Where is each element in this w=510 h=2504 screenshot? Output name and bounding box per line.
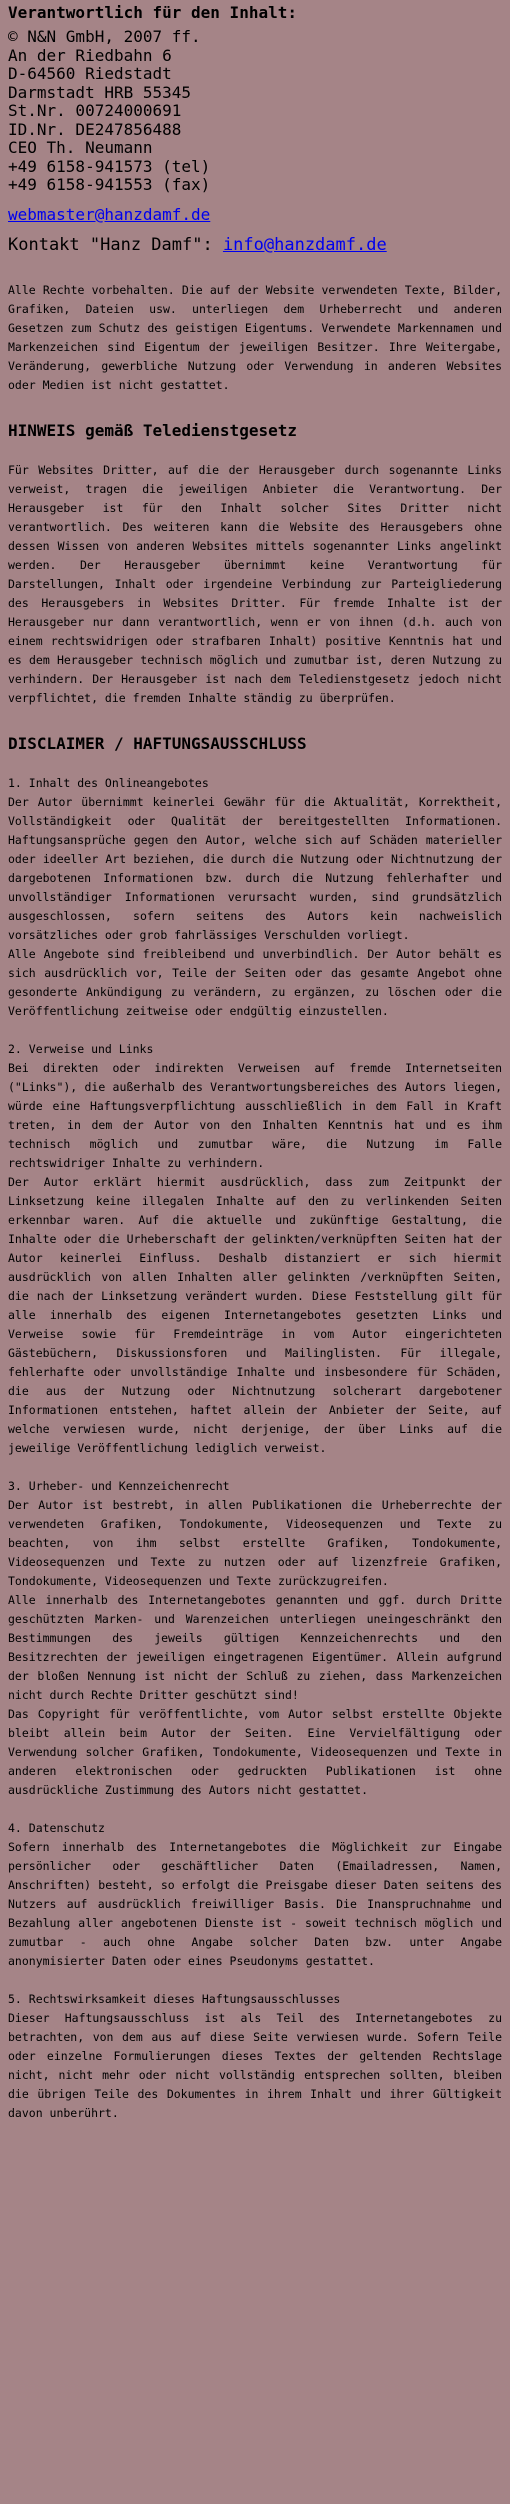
section-spacer [8, 1800, 502, 1819]
imprint-heading: Verantwortlich für den Inhalt: [8, 3, 297, 22]
disclaimer-heading: DISCLAIMER / HAFTUNGSAUSSCHLUSS [8, 733, 307, 753]
disclaimer-paragraph: Der Autor ist bestrebt, in allen Publikationen die Urheberrechte der verwendeten Grafiken, Tondokumente, Videosequenzen und Texte zu beachten, von ihm selbst erstellte Grafiken, Tondokumente, Videosequenzen und Texte zu nutzen oder auf lizenzfreie Grafiken, Tondokumente, Videosequenzen und Texte zurückzugreifen. [8, 1497, 502, 1588]
webmaster-email-link[interactable]: webmaster@hanzdamf.de [8, 204, 211, 224]
webmaster-line [8, 205, 502, 225]
disclaimer-paragraph: Bei direkten oder indirekten Verweisen auf fremde Internetseiten ("Links"), die außerhalb des Verantwortungsbereiches des Autors liegen, würde eine Haftungsverpflichtung ausschließlich in dem Fall in Kraft treten, in dem der Autor von den Inhalten Kenntnis hat und es ihm technisch möglich und zumutbar wäre, die Nutzung im Falle rechtswidriger Inhalte zu verhindern. [8, 1060, 502, 1170]
imprint-line-phone: +49 6158-941573 (tel) [8, 156, 211, 176]
disclaimer-paragraph: Sofern innerhalb des Internetangebotes die Möglichkeit zur Eingabe persönlicher oder geschäftlicher Daten (Emailadressen, Namen, Anschriften) besteht, so erfolgt die Preisgabe dieser Daten seitens des Nutzers auf ausdrücklich freiwilliger Basis. Die Inanspruchnahme und Bezahlung aller angebotenen Dienste ist - soweit technisch möglich und zumutbar - auch ohne Angabe solcher Daten bzw. unter Angabe anonymisierter Daten oder eines Pseudonyms gestattet. [8, 1839, 502, 1968]
disclaimer-paragraph: Alle Angebote sind freibleibend und unverbindlich. Der Autor behält es sich ausdrücklich vor, Teile der Seiten oder das gesamte Angebot ohne gesonderte Ankündigung zu verändern, zu ergänzen, zu löschen oder die Veröffentlichung zeitweise oder endgültig einzustellen. [8, 946, 502, 1018]
hinweis-paragraph: Für Websites Dritter, auf die der Herausgeber durch sogenannte Links verweist, tragen die jeweiligen Anbieter die Verantwortung. Der Herausgeber ist für den Inhalt solcher Sites Dritter nicht verantwortlich. Des weiteren kann die Website des Herausgebers ohne dessen Wissen von anderen Websites mittels sogenannter Links angelinkt werden. Der Herausgeber übernimmt keine Verantwortung für Darstellungen, Inhalt oder irgendeine Verbindung zur Parteigliederung des Herausgebers in Websites Dritter. Für fremde Inhalte ist der Herausgeber nur dann verantwortlich, wenn er von ihnen (d.h. auch von einem rechtswidrigen oder strafbaren Inhalt) positive Kenntnis hat und es dem Herausgeber technisch möglich und zumutbar ist, deren Nutzung zu verhindern. Der Herausgeber ist nach dem Teledienstgesetz jedoch nicht verpflichtet, die fremden Inhalte ständig zu überprüfen. [8, 462, 502, 705]
imprint-line-register: Darmstadt HRB 55345 [8, 82, 192, 102]
imprint-line-fax: +49 6158-941553 (fax) [8, 175, 211, 194]
contact-label: Kontakt "Hanz Damf": [8, 234, 223, 255]
disclaimer-paragraph: Der Autor übernimmt keinerlei Gewähr für die Aktualität, Korrektheit, Vollständigkeit oder Qualität der bereitgestellten Informationen. Haftungsansprüche gegen den Autor, welche sich auf Schäden materieller oder ideeller Art beziehen, die durch die Nutzung oder Nichtnutzung der dargebotenen Informationen bzw. durch die Nutzung fehlerhafter und unvollständiger Informationen verursacht wurden, sind grundsätzlich ausgeschlossen, sofern seitens des Autors kein nachweislich vorsätzliches oder grob fahrlässiges Verschulden vorliegt. [8, 794, 502, 942]
disclaimer-section-title: 1. Inhalt des Onlineangebotes [8, 775, 209, 790]
disclaimer-section-content [8, 774, 502, 1021]
imprint-line-vat-id: ID.Nr. DE247856488 [8, 119, 182, 139]
imprint-line-city: D-64560 Riedstadt [8, 64, 172, 83]
disclaimer-section-copyright [8, 1477, 502, 1800]
impressum-page [0, 4, 510, 2123]
disclaimer-paragraph: Der Autor erklärt hiermit ausdrücklich, dass zum Zeitpunkt der Linksetzung keine illegalen Inhalte auf den zu verlinkenden Seiten erkennbar waren. Auf die aktuelle und zukünftige Gestaltung, die Inhalte oder die Urheberschaft der gelinkten/verknüpften Seiten hat der Autor keinerlei Einfluss. Deshalb distanziert er sich hiermit ausdrücklich von allen Inhalten aller gelinkten /verknüpften Seiten, die nach der Linksetzung verändert wurden. Diese Feststellung gilt für alle innerhalb des eigenen Internetangebotes gesetzten Links und Verweise sowie für Fremdeinträge in vom Autor eingerichteten Gästebüchern, Diskussionsforen und Mailinglisten. Für illegale, fehlerhafte oder unvollständige Inhalte und insbesondere für Schäden, die aus der Nutzung oder Nichtnutzung solcherart dargebotener Informationen entstehen, haftet allein der Anbieter der Seite, auf welche verwiesen wurde, nicht derjenige, der über Links auf die jeweilige Veröffentlichung lediglich verweist. [8, 1174, 502, 1455]
disclaimer-paragraph: Das Copyright für veröffentlichte, vom Autor selbst erstellte Objekte bleibt allein beim Autor der Seiten. Eine Vervielfältigung oder Verwendung solcher Grafiken, Tondokumente, Videosequenzen und Texte in anderen elektronischen oder gedruckten Publikationen ist ohne ausdrückliche Zustimmung des Autors nicht gestattet. [8, 1706, 502, 1797]
contact-email-link[interactable]: info@hanzdamf.de [222, 234, 387, 255]
disclaimer-section-title: 5. Rechtswirksamkeit dieses Haftungsausschlusses [8, 1991, 341, 2006]
disclaimer-section-validity [8, 1990, 502, 2123]
imprint-line-street: An der Riedbahn 6 [8, 45, 172, 65]
section-spacer [8, 1021, 502, 1040]
imprint-line-copyright: © N&N GmbH, 2007 ff. [8, 27, 201, 46]
imprint-line-tax-number: St.Nr. 00724000691 [8, 101, 182, 120]
imprint-address-block [8, 28, 502, 195]
disclaimer-section-privacy [8, 1819, 502, 1971]
section-spacer [8, 1971, 502, 1990]
rights-paragraph: Alle Rechte vorbehalten. Die auf der Website verwendeten Texte, Bilder, Grafiken, Dateien usw. unterliegen dem Urheberrecht und anderen Gesetzen zum Schutz des geistigen Eigentums. Verwendete Markennamen und Markenzeichen sind Eigentum der jeweiligen Besitzer. Ihre Weitergabe, Veränderung, gewerbliche Nutzung oder Verwendung in anderen Websites oder Medien ist nicht gestattet. [8, 282, 502, 392]
imprint-line-ceo: CEO Th. Neumann [8, 138, 153, 157]
section-spacer [8, 1458, 502, 1477]
contact-line [8, 235, 502, 255]
hinweis-heading: HINWEIS gemäß Teledienstgesetz [8, 420, 297, 440]
disclaimer-paragraph: Dieser Haftungsausschluss ist als Teil des Internetangebotes zu betrachten, von dem aus auf diese Seite verwiesen wurde. Sofern Teile oder einzelne Formulierungen dieses Textes der geltenden Rechtslage nicht, nicht mehr oder nicht vollständig entsprechen sollten, bleiben die übrigen Teile des Dokumentes in ihrem Inhalt und ihrer Gültigkeit davon unberührt. [8, 2010, 502, 2120]
disclaimer-section-title: 2. Verweise und Links [8, 1041, 154, 1056]
disclaimer-section-links [8, 1040, 502, 1458]
disclaimer-paragraph: Alle innerhalb des Internetangebotes genannten und ggf. durch Dritte geschützten Marken- und Warenzeichen unterliegen uneingeschränkt den Bestimmungen des jeweils gültigen Kennzeichenrechts und den Besitzrechten der jeweiligen eingetragenen Eigentümer. Allein aufgrund der bloßen Nennung ist nicht der Schluß zu ziehen, dass Markenzeichen nicht durch Rechte Dritter geschützt sind! [8, 1592, 502, 1702]
disclaimer-section-title: 4. Datenschutz [8, 1820, 105, 1835]
disclaimer-section-title: 3. Urheber- und Kennzeichenrecht [8, 1478, 230, 1493]
